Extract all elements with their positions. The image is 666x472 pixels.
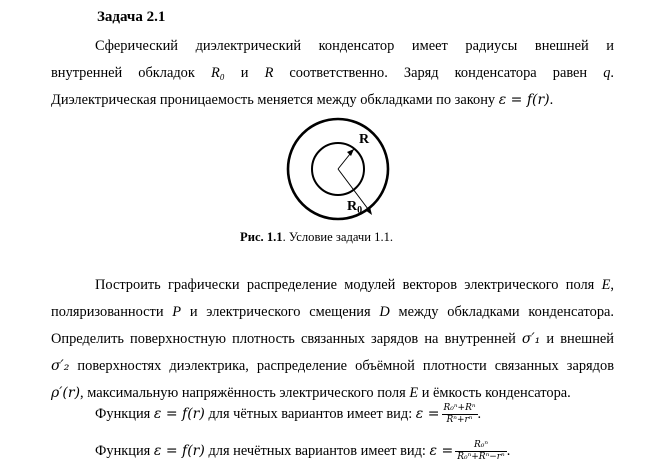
task-paragraph — [51, 272, 614, 407]
odd-variant-formula: Функция ε = f(r) для нечётных вариантов имеет вид: ε = $\frac{\text{R₀ⁿ}}{\text{R₀ⁿ+Rⁿ−rⁿ}}$ . — [95, 440, 511, 462]
symbol-r0: R₀ — [210, 65, 225, 81]
task-line-3: Определить поверхностную плотность связанных зарядов на внутренней σ′₁ и внешней — [51, 331, 614, 347]
radius-r0-arrowhead — [347, 149, 354, 156]
intro-line-2: внутренней обкладок R₀ и R соответственно. Заряд конденсатора равен q. — [51, 65, 614, 81]
symbol-q: q — [603, 65, 611, 81]
sigma2-symbol: σ′₂ — [51, 358, 70, 374]
capacitor-diagram — [283, 113, 393, 225]
intro-line-1: Сферический диэлектрический конденсатор имеет радиусы внешней и — [95, 38, 614, 54]
sigma1-symbol: σ′₁ — [521, 331, 541, 347]
figure-caption: Рис. 1.1. Условие задачи 1.1. — [240, 230, 394, 244]
label-r0: $R_0$ — [347, 199, 363, 216]
even-variant-formula: Функция ε = f(r) для чётных вариантов имеет вид: ε = $\frac{\text{R₀ⁿ+Rⁿ}}{\text{Rⁿ+rⁿ}}$ . — [95, 403, 482, 425]
odd-fraction: $\frac{\text{R₀ⁿ}}{\text{R₀ⁿ+Rⁿ−rⁿ}}$ — [457, 440, 505, 462]
task-line-1: Построить графически распределение модулей векторов электрического поля E, — [95, 277, 614, 293]
task-line-4: σ′₂ поверхностях диэлектрика, распределение объёмной плотности связанных зарядов — [51, 358, 614, 374]
intro-paragraph — [51, 33, 614, 114]
task-line-5: ρ′(r), максимальную напряжённость электрического поля E и ёмкость конденсатора. — [51, 385, 571, 401]
task-title: Задача 2.1 — [97, 9, 166, 25]
intro-line-3: Диэлектрическая проницаемость меняется между обкладками по закону ε = f(r). — [51, 92, 554, 108]
symbol-r: R — [264, 65, 274, 81]
epsilon-law: ε = f(r) — [498, 92, 550, 108]
label-r: R — [359, 132, 370, 147]
rho-symbol: ρ′(r) — [51, 385, 81, 401]
task-line-2: поляризованности P и электрического смещения D между обкладками конденсатора. — [51, 304, 614, 320]
even-fraction: $\frac{\text{R₀ⁿ+Rⁿ}}{\text{Rⁿ+rⁿ}}$ — [443, 403, 476, 425]
